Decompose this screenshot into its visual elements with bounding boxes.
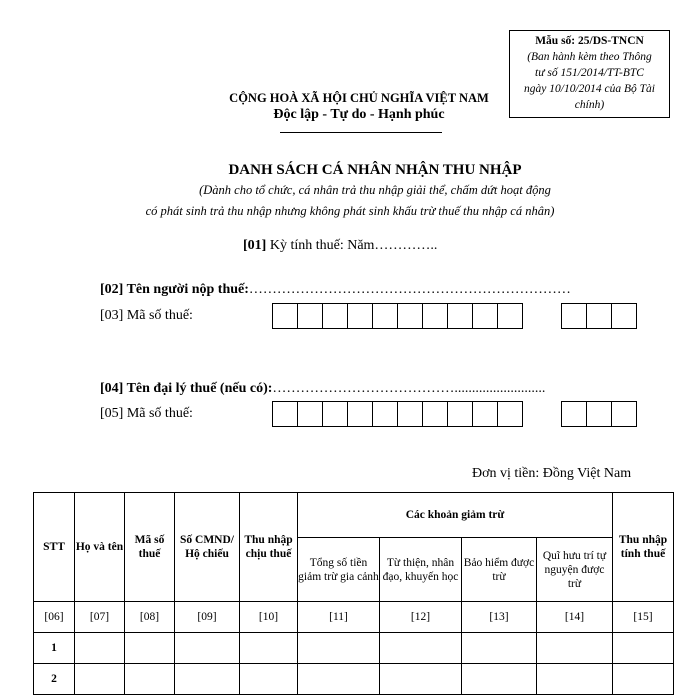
digit-box[interactable] [472, 303, 498, 329]
code-cell: [08] [125, 602, 175, 633]
digit-box[interactable] [586, 401, 612, 427]
table-cell[interactable] [298, 664, 380, 695]
tax-agent-dots: ………………………………….......................... [272, 381, 546, 396]
code-cell: [11] [298, 602, 380, 633]
table-cell[interactable] [75, 664, 125, 695]
table-cell[interactable] [298, 633, 380, 664]
code-cell: [07] [75, 602, 125, 633]
table-cell[interactable] [462, 664, 537, 695]
taxcode-branch-boxes-2[interactable] [561, 401, 637, 427]
document-subtitle-2: có phát sinh trả thu nhập nhưng không phát sinh khấu trừ thuế thu nhập cá nhân) [145, 204, 555, 218]
document-subtitle-1: (Dành cho tổ chức, cá nhân trả thu nhập giải thể, chấm dứt hoạt động [199, 183, 551, 197]
tax-period [243, 238, 437, 254]
digit-box[interactable] [322, 401, 348, 427]
digit-box[interactable] [422, 303, 448, 329]
taxpayer-name-label: [02] Tên người nộp thuế: [100, 282, 249, 297]
header-stt: STT [34, 493, 75, 602]
currency-unit: Đơn vị tiền: Đồng Việt Nam [472, 466, 632, 481]
digit-box[interactable] [611, 303, 637, 329]
digit-box[interactable] [561, 303, 587, 329]
taxcode-label-2: [05] Mã số thuế: [100, 406, 193, 421]
table-cell[interactable] [380, 633, 462, 664]
table-cell[interactable] [175, 633, 240, 664]
digit-box[interactable] [397, 401, 423, 427]
digit-box[interactable] [397, 303, 423, 329]
table-cell[interactable] [380, 664, 462, 695]
digit-box[interactable] [611, 401, 637, 427]
header-assessable-income: Thu nhập tính thuế [613, 493, 674, 602]
digit-box[interactable] [561, 401, 587, 427]
form-note-line-3: ngày 10/10/2014 của Bộ Tài [524, 83, 655, 95]
tax-agent-field[interactable] [100, 381, 545, 397]
header-id-number: Số CMND/ Hộ chiếu [175, 493, 240, 602]
table-row [34, 664, 674, 695]
code-cell: [06] [34, 602, 75, 633]
table-cell[interactable] [125, 664, 175, 695]
code-cell: [12] [380, 602, 462, 633]
row-number: 2 [34, 664, 75, 695]
form-note-line-1: (Ban hành kèm theo Thông [527, 51, 652, 63]
form-code: Mẫu số: 25/DS-TNCN [535, 35, 644, 47]
taxcode-label-1: [03] Mã số thuế: [100, 308, 193, 323]
header-pension-deduction: Quĩ hưu trí tự nguyện được trừ [537, 538, 613, 602]
digit-box[interactable] [586, 303, 612, 329]
table-row [34, 633, 674, 664]
table-cell[interactable] [240, 664, 298, 695]
digit-box[interactable] [372, 401, 398, 427]
header-name: Họ và tên [75, 493, 125, 602]
taxpayer-name-dots: …………………………………………………………… [248, 282, 571, 297]
form-note-line-2: tư số 151/2014/TT-BTC [535, 67, 644, 79]
table-cell[interactable] [613, 633, 674, 664]
tax-period-text: Kỳ tính thuế: Năm………….. [266, 238, 438, 253]
digit-box[interactable] [447, 401, 473, 427]
national-motto: Độc lập - Tự do - Hạnh phúc [273, 107, 445, 122]
digit-box[interactable] [322, 303, 348, 329]
digit-box[interactable] [297, 303, 323, 329]
code-cell: [15] [613, 602, 674, 633]
digit-box[interactable] [497, 401, 523, 427]
code-cell: [09] [175, 602, 240, 633]
income-table [33, 492, 674, 695]
header-deductions: Các khoản giảm trừ [298, 493, 613, 538]
header-insurance-deduction: Bảo hiểm được trừ [462, 538, 537, 602]
form-note-line-4: chính) [574, 99, 605, 111]
form-number-box [509, 30, 670, 118]
taxcode-branch-boxes-1[interactable] [561, 303, 637, 329]
digit-box[interactable] [297, 401, 323, 427]
table-cell[interactable] [75, 633, 125, 664]
code-cell: [13] [462, 602, 537, 633]
code-cell: [14] [537, 602, 613, 633]
table-cell[interactable] [462, 633, 537, 664]
table-cell[interactable] [613, 664, 674, 695]
tax-period-code: [01] [243, 238, 267, 253]
digit-box[interactable] [372, 303, 398, 329]
header-taxable-income: Thu nhập chịu thuế [240, 493, 298, 602]
digit-box[interactable] [422, 401, 448, 427]
tax-agent-label: [04] Tên đại lý thuế (nếu có): [100, 381, 273, 396]
digit-box[interactable] [347, 303, 373, 329]
table-cell[interactable] [175, 664, 240, 695]
code-cell: [10] [240, 602, 298, 633]
motto-underline [280, 132, 442, 133]
digit-box[interactable] [497, 303, 523, 329]
table-cell[interactable] [125, 633, 175, 664]
table-cell[interactable] [537, 664, 613, 695]
header-family-deduction: Tổng số tiền giảm trừ gia cảnh [298, 538, 380, 602]
digit-box[interactable] [272, 401, 298, 427]
row-number: 1 [34, 633, 75, 664]
taxcode-boxes-1[interactable] [272, 303, 523, 329]
table-cell[interactable] [240, 633, 298, 664]
taxcode-boxes-2[interactable] [272, 401, 523, 427]
digit-box[interactable] [347, 401, 373, 427]
table-cell[interactable] [537, 633, 613, 664]
digit-box[interactable] [472, 401, 498, 427]
header-charity-deduction: Từ thiện, nhân đạo, khuyến học [380, 538, 462, 602]
document-title: DANH SÁCH CÁ NHÂN NHẬN THU NHẬP [228, 162, 522, 178]
national-name: CỘNG HOÀ XÃ HỘI CHỦ NGHĨA VIỆT NAM [229, 91, 489, 105]
digit-box[interactable] [447, 303, 473, 329]
header-taxcode: Mã số thuế [125, 493, 175, 602]
taxpayer-name-field[interactable] [100, 282, 571, 298]
digit-box[interactable] [272, 303, 298, 329]
